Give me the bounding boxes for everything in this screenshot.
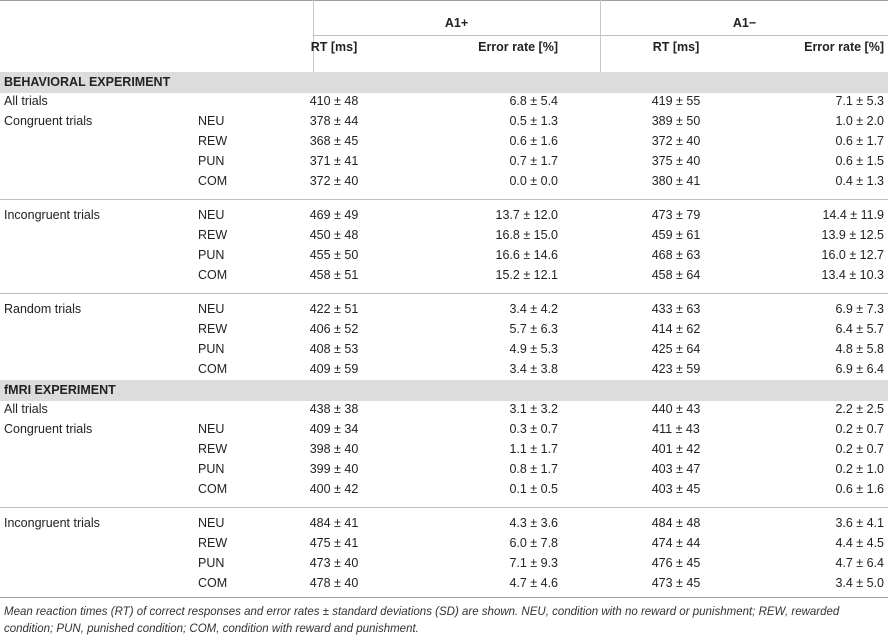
condition-cell: COM xyxy=(198,268,228,282)
rt-a1-minus-cell: 372 ± 40 xyxy=(651,134,701,148)
error-a1-plus-cell: 7.1 ± 9.3 xyxy=(509,556,558,570)
rt-a1-plus-cell: 400 ± 42 xyxy=(309,482,359,496)
rt-a1-plus-cell: 398 ± 40 xyxy=(309,442,359,456)
rt-a1-plus-cell: 408 ± 53 xyxy=(309,342,359,356)
row-label: All trials xyxy=(4,94,48,108)
rt-a1-plus-cell: 478 ± 40 xyxy=(309,576,359,590)
error-a1-plus-cell: 4.3 ± 3.6 xyxy=(509,516,558,530)
table-row xyxy=(0,151,888,171)
row-label: Incongruent trials xyxy=(4,516,100,530)
error-a1-plus-cell: 0.0 ± 0.0 xyxy=(509,174,558,188)
table-footnote: Mean reaction times (RT) of correct responses and error rates ± standard deviations (SD) are shown. NEU, condition with no reward or punishment; REW, rewarded condition; PUN, punished condition; COM, condition with reward and punishment. xyxy=(4,606,840,635)
error-a1-minus-cell: 13.9 ± 12.5 xyxy=(821,228,884,242)
table-row xyxy=(0,513,888,533)
error-a1-plus-cell: 1.1 ± 1.7 xyxy=(509,442,558,456)
rt-a1-minus-cell: 403 ± 45 xyxy=(651,482,701,496)
condition-cell: COM xyxy=(198,482,228,496)
condition-cell: PUN xyxy=(198,248,225,262)
table-row xyxy=(0,479,888,499)
table-row xyxy=(0,91,888,111)
condition-cell: REW xyxy=(198,322,228,336)
error-a1-plus-cell: 6.0 ± 7.8 xyxy=(509,536,558,550)
block-separator xyxy=(0,293,888,294)
rt-a1-minus-cell: 468 ± 63 xyxy=(651,248,701,262)
condition-cell: NEU xyxy=(198,516,225,530)
group-underline-a1-minus xyxy=(601,35,888,36)
table-row xyxy=(0,339,888,359)
rt-a1-plus-cell: 422 ± 51 xyxy=(309,302,359,316)
rt-a1-plus-cell: 475 ± 41 xyxy=(309,536,359,550)
row-label: Incongruent trials xyxy=(4,208,100,222)
section-title: fMRI EXPERIMENT xyxy=(4,383,116,397)
group-header-a1-minus: A1− xyxy=(732,16,757,30)
condition-cell: COM xyxy=(198,174,228,188)
rt-a1-plus-cell: 368 ± 45 xyxy=(309,134,359,148)
rt-a1-minus-cell: 375 ± 40 xyxy=(651,154,701,168)
condition-cell: REW xyxy=(198,536,228,550)
row-label: Congruent trials xyxy=(4,114,93,128)
rt-a1-minus-cell: 474 ± 44 xyxy=(651,536,701,550)
rt-a1-plus-cell: 399 ± 40 xyxy=(309,462,359,476)
bottom-rule xyxy=(0,597,888,598)
rt-a1-plus-cell: 473 ± 40 xyxy=(309,556,359,570)
table-row xyxy=(0,319,888,339)
table-row xyxy=(0,205,888,225)
column-divider-1 xyxy=(313,0,314,74)
condition-cell: PUN xyxy=(198,154,225,168)
condition-cell: PUN xyxy=(198,556,225,570)
section-header xyxy=(0,72,888,93)
condition-cell: NEU xyxy=(198,422,225,436)
rt-a1-minus-cell: 380 ± 41 xyxy=(651,174,701,188)
error-a1-minus-cell: 6.9 ± 6.4 xyxy=(835,362,884,376)
rt-a1-minus-cell: 414 ± 62 xyxy=(651,322,701,336)
rt-a1-minus-cell: 458 ± 64 xyxy=(651,268,701,282)
error-a1-plus-cell: 0.5 ± 1.3 xyxy=(509,114,558,128)
table-row xyxy=(0,225,888,245)
section-title: BEHAVIORAL EXPERIMENT xyxy=(4,75,171,89)
table-row xyxy=(0,399,888,419)
rt-a1-minus-cell: 433 ± 63 xyxy=(651,302,701,316)
table-row xyxy=(0,111,888,131)
table-row xyxy=(0,131,888,151)
error-a1-minus-cell: 0.2 ± 0.7 xyxy=(835,422,884,436)
error-a1-plus-cell: 0.3 ± 0.7 xyxy=(509,422,558,436)
error-a1-minus-cell: 6.4 ± 5.7 xyxy=(835,322,884,336)
table-row xyxy=(0,359,888,379)
condition-cell: COM xyxy=(198,576,228,590)
rt-a1-minus-cell: 425 ± 64 xyxy=(651,342,701,356)
error-a1-minus-cell: 2.2 ± 2.5 xyxy=(835,402,884,416)
rt-a1-minus-cell: 401 ± 42 xyxy=(651,442,701,456)
rt-a1-minus-cell: 440 ± 43 xyxy=(651,402,701,416)
table-row xyxy=(0,439,888,459)
error-a1-minus-cell: 3.6 ± 4.1 xyxy=(835,516,884,530)
section-header xyxy=(0,380,888,401)
group-header-a1-plus: A1+ xyxy=(444,16,469,30)
error-a1-minus-cell: 0.6 ± 1.7 xyxy=(835,134,884,148)
rt-a1-minus-cell: 476 ± 45 xyxy=(651,556,701,570)
rt-a1-minus-cell: 419 ± 55 xyxy=(651,94,701,108)
error-a1-plus-cell: 15.2 ± 12.1 xyxy=(495,268,558,282)
condition-cell: NEU xyxy=(198,208,225,222)
error-a1-plus-cell: 3.4 ± 4.2 xyxy=(509,302,558,316)
table-row xyxy=(0,419,888,439)
error-a1-plus-cell: 4.9 ± 5.3 xyxy=(509,342,558,356)
condition-cell: NEU xyxy=(198,302,225,316)
error-a1-plus-cell: 0.6 ± 1.6 xyxy=(509,134,558,148)
error-a1-minus-cell: 13.4 ± 10.3 xyxy=(821,268,884,282)
condition-cell: NEU xyxy=(198,114,225,128)
table-row xyxy=(0,245,888,265)
table-row xyxy=(0,299,888,319)
error-a1-minus-cell: 0.2 ± 1.0 xyxy=(835,462,884,476)
error-a1-plus-cell: 6.8 ± 5.4 xyxy=(509,94,558,108)
condition-cell: REW xyxy=(198,134,228,148)
condition-cell: REW xyxy=(198,442,228,456)
table-row xyxy=(0,265,888,285)
error-a1-minus-cell: 0.6 ± 1.5 xyxy=(835,154,884,168)
error-a1-plus-cell: 13.7 ± 12.0 xyxy=(495,208,558,222)
block-separator xyxy=(0,507,888,508)
error-a1-minus-cell: 0.2 ± 0.7 xyxy=(835,442,884,456)
table-row xyxy=(0,573,888,593)
condition-cell: PUN xyxy=(198,342,225,356)
error-header-a1-plus: Error rate [%] xyxy=(478,40,558,54)
rt-a1-plus-cell: 406 ± 52 xyxy=(309,322,359,336)
rt-a1-plus-cell: 378 ± 44 xyxy=(309,114,359,128)
row-label: Random trials xyxy=(4,302,82,316)
top-rule xyxy=(0,0,888,1)
error-a1-minus-cell: 4.7 ± 6.4 xyxy=(835,556,884,570)
error-header-a1-minus: Error rate [%] xyxy=(804,40,884,54)
error-a1-plus-cell: 3.4 ± 3.8 xyxy=(509,362,558,376)
rt-a1-minus-cell: 403 ± 47 xyxy=(651,462,701,476)
error-a1-plus-cell: 0.8 ± 1.7 xyxy=(509,462,558,476)
rt-a1-plus-cell: 469 ± 49 xyxy=(309,208,359,222)
error-a1-minus-cell: 0.6 ± 1.6 xyxy=(835,482,884,496)
rt-a1-minus-cell: 459 ± 61 xyxy=(651,228,701,242)
error-a1-minus-cell: 4.4 ± 4.5 xyxy=(835,536,884,550)
error-a1-plus-cell: 0.1 ± 0.5 xyxy=(509,482,558,496)
rt-a1-plus-cell: 409 ± 59 xyxy=(309,362,359,376)
rt-a1-plus-cell: 458 ± 51 xyxy=(309,268,359,282)
error-a1-plus-cell: 16.8 ± 15.0 xyxy=(495,228,558,242)
condition-cell: REW xyxy=(198,228,228,242)
rt-a1-plus-cell: 372 ± 40 xyxy=(309,174,359,188)
rt-header-a1-minus: RT [ms] xyxy=(652,40,700,54)
rt-a1-plus-cell: 455 ± 50 xyxy=(309,248,359,262)
table-row xyxy=(0,553,888,573)
error-a1-minus-cell: 16.0 ± 12.7 xyxy=(821,248,884,262)
rt-a1-plus-cell: 371 ± 41 xyxy=(309,154,359,168)
rt-a1-plus-cell: 438 ± 38 xyxy=(309,402,359,416)
rt-a1-plus-cell: 450 ± 48 xyxy=(309,228,359,242)
table-row xyxy=(0,459,888,479)
block-separator xyxy=(0,199,888,200)
column-divider-2 xyxy=(600,0,601,74)
rt-a1-minus-cell: 423 ± 59 xyxy=(651,362,701,376)
rt-a1-minus-cell: 411 ± 43 xyxy=(652,422,700,436)
error-a1-minus-cell: 0.4 ± 1.3 xyxy=(835,174,884,188)
table-row xyxy=(0,171,888,191)
error-a1-plus-cell: 5.7 ± 6.3 xyxy=(509,322,558,336)
error-a1-minus-cell: 3.4 ± 5.0 xyxy=(835,576,884,590)
group-underline-a1-plus xyxy=(313,35,600,36)
error-a1-plus-cell: 3.1 ± 3.2 xyxy=(509,402,558,416)
error-a1-plus-cell: 4.7 ± 4.6 xyxy=(509,576,558,590)
error-a1-minus-cell: 14.4 ± 11.9 xyxy=(822,208,884,222)
rt-a1-minus-cell: 473 ± 45 xyxy=(651,576,701,590)
rt-a1-plus-cell: 484 ± 41 xyxy=(309,516,359,530)
error-a1-minus-cell: 4.8 ± 5.8 xyxy=(835,342,884,356)
rt-a1-plus-cell: 410 ± 48 xyxy=(309,94,359,108)
row-label: Congruent trials xyxy=(4,422,93,436)
rt-a1-minus-cell: 484 ± 48 xyxy=(651,516,701,530)
rt-a1-plus-cell: 409 ± 34 xyxy=(309,422,359,436)
condition-cell: COM xyxy=(198,362,228,376)
error-a1-plus-cell: 16.6 ± 14.6 xyxy=(495,248,558,262)
rt-a1-minus-cell: 473 ± 79 xyxy=(651,208,701,222)
error-a1-minus-cell: 1.0 ± 2.0 xyxy=(835,114,884,128)
error-a1-minus-cell: 7.1 ± 5.3 xyxy=(835,94,884,108)
rt-header-a1-plus: RT [ms] xyxy=(310,40,358,54)
row-label: All trials xyxy=(4,402,48,416)
error-a1-minus-cell: 6.9 ± 7.3 xyxy=(835,302,884,316)
condition-cell: PUN xyxy=(198,462,225,476)
rt-a1-minus-cell: 389 ± 50 xyxy=(651,114,701,128)
error-a1-plus-cell: 0.7 ± 1.7 xyxy=(509,154,558,168)
table-row xyxy=(0,533,888,553)
